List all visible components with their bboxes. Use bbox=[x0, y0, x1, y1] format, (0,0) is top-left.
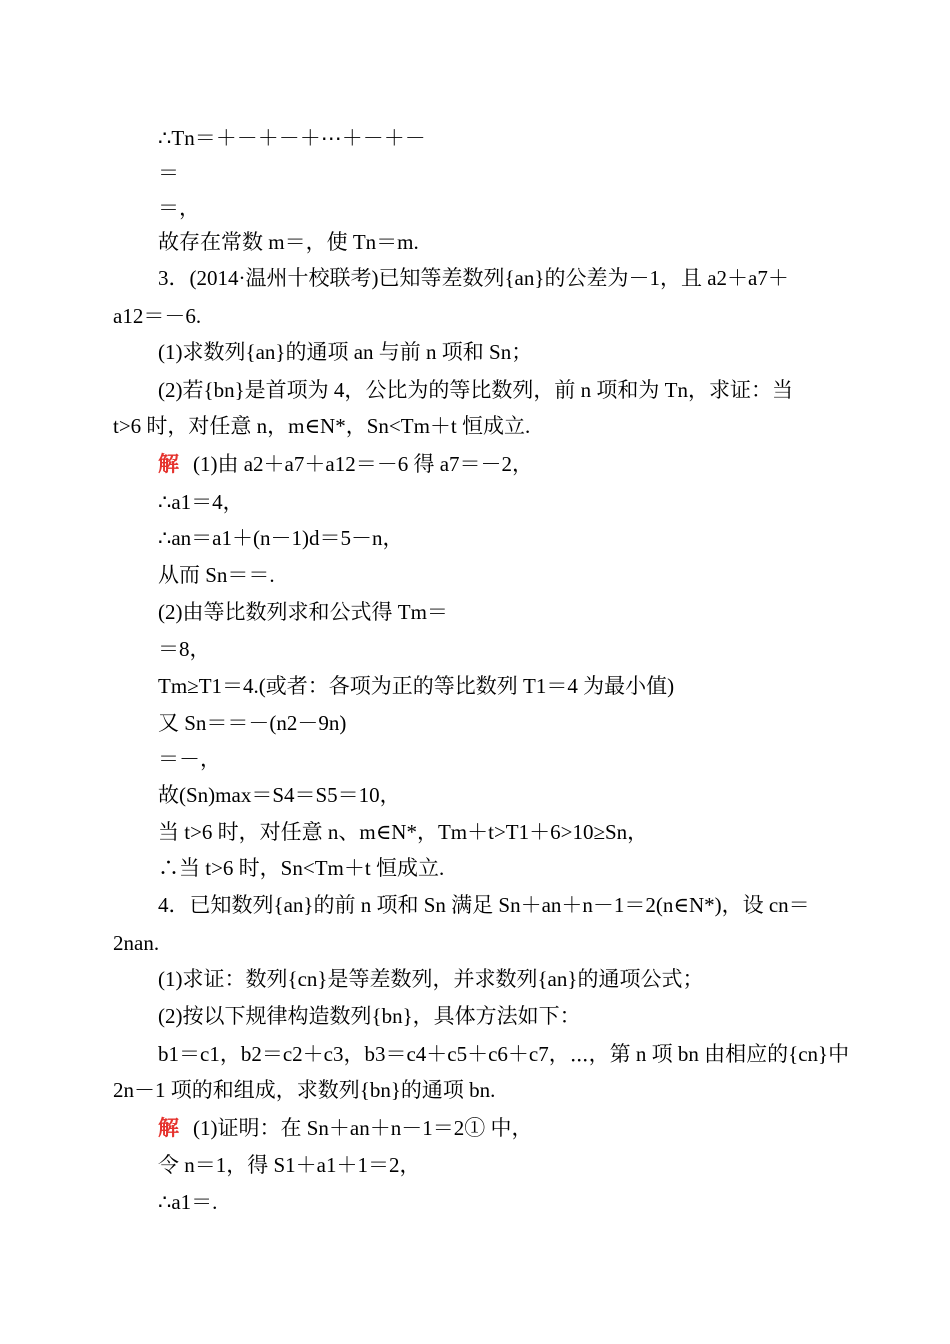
solution-line bbox=[158, 1113, 533, 1143]
text-line: (2)若{bn}是首项为 4，公比为的等比数列，前 n 项和为 Tn，求证：当 bbox=[158, 378, 793, 402]
text-line: (2)由等比数列求和公式得 Tm＝ bbox=[158, 600, 448, 624]
text-line: (2)按以下规律构造数列{bn}，具体方法如下： bbox=[158, 1004, 581, 1028]
text-line: 故(Sn)max＝S4＝S5＝10， bbox=[158, 783, 401, 807]
solution-line bbox=[158, 449, 533, 479]
text-line: t>6 时，对任意 n，m∈N*，Sn<Tm＋t 恒成立. bbox=[113, 414, 531, 438]
text-line: ＝8， bbox=[158, 637, 211, 661]
text-line: ∴a1＝4， bbox=[158, 490, 244, 514]
text-line: ∴当 t>6 时，Sn<Tm＋t 恒成立. bbox=[158, 856, 445, 880]
text-line: 从而 Sn＝＝. bbox=[158, 563, 275, 587]
text-line: ＝－， bbox=[158, 747, 221, 771]
text-line: (1)求数列{an}的通项 an 与前 n 项和 Sn； bbox=[158, 340, 533, 364]
text-line: (1)求证：数列{cn}是等差数列，并求数列{an}的通项公式； bbox=[158, 967, 704, 991]
text-line: ∴Tn＝＋－＋－＋⋯＋－＋－ bbox=[158, 126, 426, 150]
solution-label: 解 bbox=[158, 1116, 179, 1140]
text-span: (1)证明：在 Sn＋an＋n－1＝2① 中， bbox=[193, 1116, 533, 1140]
text-line: Tm≥T1＝4.(或者：各项为正的等比数列 T1＝4 为最小值) bbox=[158, 674, 675, 698]
text-line: 故存在常数 m＝，使 Tn＝m. bbox=[158, 230, 419, 254]
text-line: 又 Sn＝＝－(n2－9n) bbox=[158, 711, 347, 735]
text-line: ∴an＝a1＋(n－1)d＝5－n， bbox=[158, 526, 404, 550]
text-line: ∴a1＝. bbox=[158, 1190, 218, 1214]
problem-4-line: 4．已知数列{an}的前 n 项和 Sn 满足 Sn＋an＋n－1＝2(n∈N*)，设 cn＝ bbox=[158, 893, 810, 917]
text-line: 令 n＝1，得 S1＋a1＋1＝2， bbox=[158, 1153, 421, 1177]
text-line: a12＝－6. bbox=[113, 304, 202, 328]
text-line: 2nan. bbox=[113, 931, 160, 955]
solution-label: 解 bbox=[158, 452, 179, 476]
text-span: (1)由 a2＋a7＋a12＝－6 得 a7＝－2， bbox=[193, 452, 534, 476]
text-line: ＝， bbox=[158, 196, 200, 220]
text-line: 2n－1 项的和组成，求数列{bn}的通项 bn. bbox=[113, 1078, 496, 1102]
problem-3-line: 3．(2014·温州十校联考)已知等差数列{an}的公差为－1，且 a2＋a7＋ bbox=[158, 266, 789, 290]
text-line: 当 t>6 时，对任意 n、m∈N*，Tm＋t>T1＋6>10≥Sn， bbox=[158, 820, 649, 844]
text-line: ＝ bbox=[158, 161, 179, 185]
text-line: b1＝c1，b2＝c2＋c3，b3＝c4＋c5＋c6＋c7，⋯，第 n 项 bn 由相应的{cn}中 bbox=[158, 1042, 850, 1066]
